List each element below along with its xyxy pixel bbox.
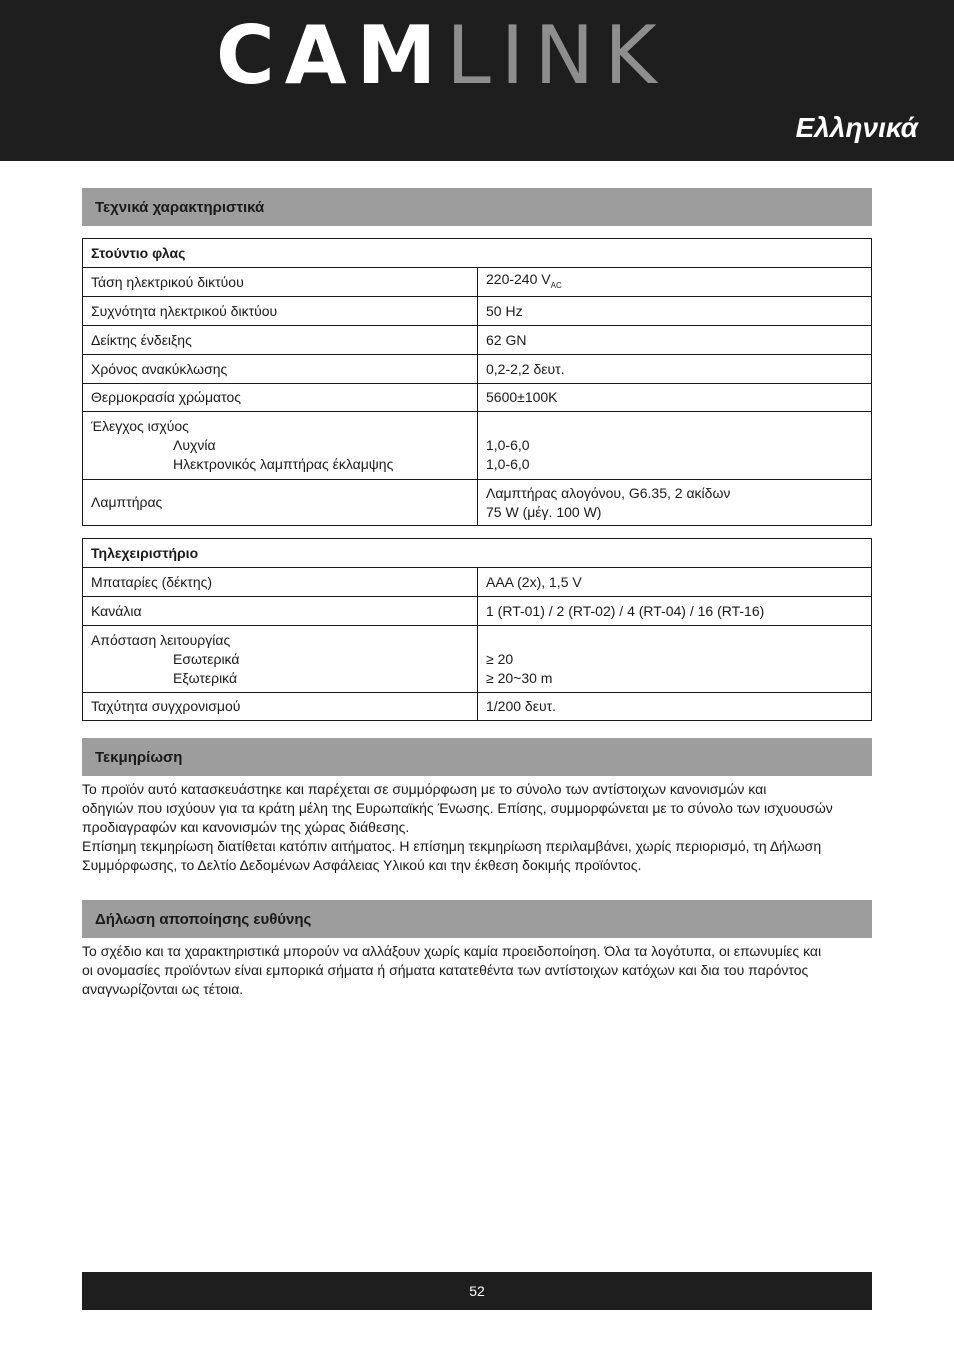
table-row	[83, 693, 872, 721]
range-sub1-value: ≥ 20	[486, 650, 514, 667]
table-row	[83, 480, 872, 526]
gn-value: 62 GN	[478, 326, 872, 355]
table-row	[83, 412, 872, 480]
lamp-label: Λαμπτήρας	[83, 480, 478, 526]
lamp-value-cell	[478, 480, 872, 526]
page-footer	[82, 1272, 872, 1310]
remote-spec-table	[82, 538, 872, 721]
page-number: 52	[469, 1283, 485, 1299]
logo-link: LINK	[446, 9, 667, 102]
lamp-value-1: Λαμπτήρας αλογόνου, G6.35, 2 ακίδων	[486, 484, 731, 501]
channels-label: Κανάλια	[83, 597, 478, 626]
range-sub1-label: Εσωτερικά	[173, 650, 240, 667]
power-label-cell	[83, 412, 478, 480]
docs-line-2: οδηγιών που ισχύουν για τα κράτη μέλη της Ευρωπαϊκής Ένωσης. Επίσης, συμμορφώνεται με το σύνολο των ισχυουσών	[82, 800, 833, 816]
disclaimer-paragraph	[82, 942, 874, 999]
power-sub2-label: Ηλεκτρονικός λαμπτήρας έκλαμψης	[173, 456, 394, 472]
range-sub2-label: Εξωτερικά	[173, 669, 238, 686]
range-label-cell	[83, 626, 478, 693]
page-header	[0, 0, 954, 161]
table-row	[83, 268, 872, 297]
specs-section-title: Τεχνικά χαρακτηριστικά	[82, 188, 872, 226]
table-row	[83, 568, 872, 597]
power-sub1-value: 1,0-6,0	[486, 437, 530, 453]
voltage-subscript: AC	[550, 280, 562, 290]
disclaimer-section-title: Δήλωση αποποίησης ευθύνης	[82, 900, 872, 938]
flash-spec-table	[82, 238, 872, 526]
voltage-value-cell	[478, 268, 872, 297]
table-row	[83, 297, 872, 326]
table-row	[83, 597, 872, 626]
lamp-value-2: 75 W (μέγ. 100 W)	[486, 503, 602, 520]
disclaimer-line-3: αναγνωρίζονται ως τέτοια.	[82, 981, 244, 997]
docs-line-4: Επίσημη τεκμηρίωση διατίθεται κατόπιν αιτήματος. Η επίσημη τεκμηρίωση περιλαμβάνει, χωρίς περιορισμό, τη Δήλωση	[82, 838, 822, 854]
logo-cam: CAM	[216, 9, 447, 102]
table-row	[83, 326, 872, 355]
remote-table-heading: Τηλεχειριστήριο	[83, 539, 872, 568]
freq-label: Συχνότητα ηλεκτρικού δικτύου	[83, 297, 478, 326]
voltage-label: Τάση ηλεκτρικού δικτύου	[83, 268, 478, 297]
disclaimer-line-2: οι ονομασίες προϊόντων είναι εμπορικά σήματα ή σήματα κατατεθέντα των αντίστοιχων κατόχων και δια του παρόντος	[82, 962, 809, 978]
table-row	[83, 539, 872, 568]
language-title: Ελληνικά	[795, 112, 918, 143]
docs-line-5: Συμμόρφωσης, το Δελτίο Δεδομένων Ασφάλειας Υλικού και την έκθεση δοκιμής προϊόντος.	[82, 857, 642, 873]
power-sub2-value: 1,0-6,0	[486, 456, 530, 472]
docs-section-title: Τεκμηρίωση	[82, 738, 872, 776]
freq-value: 50 Hz	[478, 297, 872, 326]
sync-label: Ταχύτητα συγχρονισμού	[83, 693, 478, 721]
recycle-label: Χρόνος ανακύκλωσης	[83, 355, 478, 384]
docs-line-3: προδιαγραφών και κανονισμών της χώρας διάθεσης.	[82, 819, 410, 835]
camlink-logo	[216, 9, 667, 102]
battery-label: Μπαταρίες (δέκτης)	[83, 568, 478, 597]
range-sub2-value: ≥ 20~30 m	[486, 669, 553, 686]
temp-value: 5600±100K	[478, 384, 872, 412]
battery-value: AAA (2x), 1,5 V	[478, 568, 872, 597]
table-row	[83, 239, 872, 268]
flash-table-heading: Στούντιο φλας	[83, 239, 872, 268]
docs-line-1: Το προϊόν αυτό κατασκευάστηκε και παρέχεται σε συμμόρφωση με το σύνολο των αντίστοιχων κανονισμών και	[82, 781, 767, 797]
voltage-value: 220-240 V	[486, 270, 551, 287]
docs-paragraph	[82, 780, 874, 875]
range-label: Απόσταση λειτουργίας	[91, 631, 231, 648]
power-sub1-label: Λυχνία	[173, 437, 216, 453]
gn-label: Δείκτης ένδειξης	[83, 326, 478, 355]
range-value-cell	[478, 626, 872, 693]
table-row	[83, 626, 872, 693]
power-label: Έλεγχος ισχύος	[91, 418, 189, 434]
temp-label: Θερμοκρασία χρώματος	[83, 384, 478, 412]
power-value-cell	[478, 412, 872, 480]
table-row	[83, 384, 872, 412]
disclaimer-line-1: Το σχέδιο και τα χαρακτηριστικά μπορούν να αλλάξουν χωρίς καμία προειδοποίηση. Όλα τα λογότυπα, οι επωνυμίες και	[82, 943, 822, 959]
sync-value: 1/200 δευτ.	[478, 693, 872, 721]
recycle-value: 0,2-2,2 δευτ.	[478, 355, 872, 384]
channels-value: 1 (RT-01) / 2 (RT-02) / 4 (RT-04) / 16 (RT-16)	[478, 597, 872, 626]
table-row	[83, 355, 872, 384]
